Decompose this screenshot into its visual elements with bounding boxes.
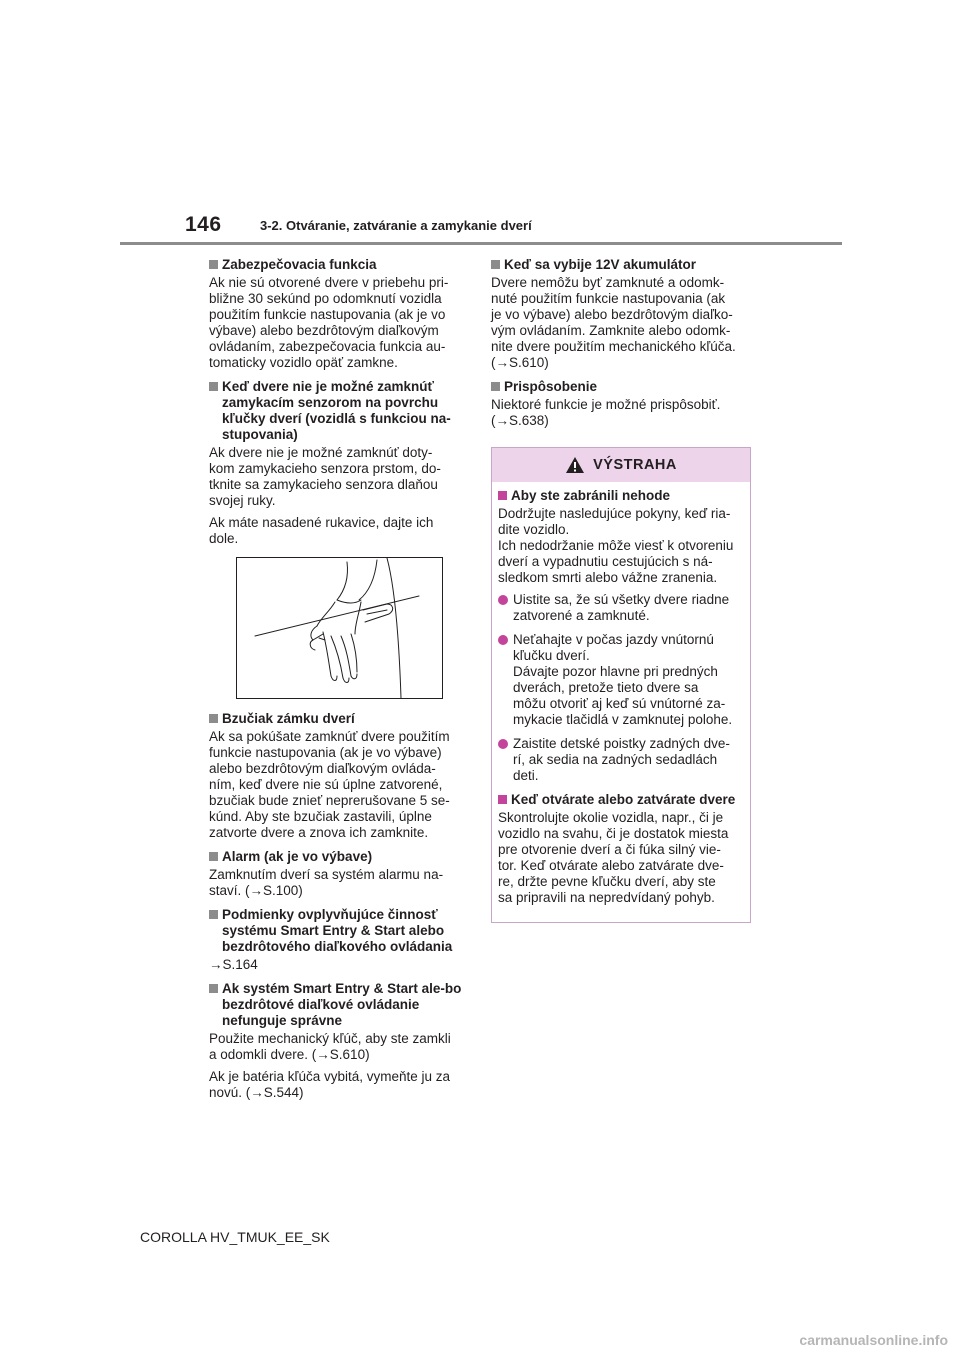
square-bullet-icon xyxy=(491,382,500,391)
paragraph: →S.164 xyxy=(209,957,258,972)
square-bullet-icon xyxy=(209,382,218,391)
page-number: 146 xyxy=(185,213,222,236)
section-heading xyxy=(498,488,744,504)
section-battery-discharged xyxy=(491,257,753,371)
bullet-item xyxy=(498,592,744,624)
section-heading xyxy=(209,907,471,955)
heading-text: Ak systém Smart Entry & Start ale-bo bezdrôtové diaľkové ovládanie nefunguje správne xyxy=(222,981,462,1028)
round-bullet-icon xyxy=(498,635,508,645)
section-heading xyxy=(209,981,471,1029)
section-heading xyxy=(209,257,471,273)
square-bullet-icon xyxy=(209,852,218,861)
section-malfunction xyxy=(209,981,471,1101)
round-bullet-icon xyxy=(498,739,508,749)
square-bullet-icon xyxy=(491,260,500,269)
left-column xyxy=(209,257,471,1109)
paragraph: Ak dvere nie je možné zamknúť doty- kom zamykacieho senzora prstom, do- tknite sa zamykacieho senzora dlaňou svojej ruky. xyxy=(209,445,441,508)
section-heading xyxy=(491,257,753,273)
section-security-function xyxy=(209,257,471,371)
heading-text: Keď sa vybije 12V akumulátor xyxy=(504,257,697,272)
square-bullet-icon xyxy=(209,910,218,919)
heading-text: Zabezpečovacia funkcia xyxy=(222,257,377,272)
square-bullet-icon xyxy=(209,714,218,723)
round-bullet-icon xyxy=(498,595,508,605)
section-door-lock-buzzer xyxy=(209,711,471,841)
heading-text: Podmienky ovplyvňujúce činnosť systému Smart Entry & Start alebo bezdrôtového diaľkového ovládania xyxy=(222,907,453,954)
paragraph: Niektoré funkcie je možné prispôsobiť. (→S.638) xyxy=(491,397,721,428)
section-customization xyxy=(491,379,753,429)
paragraph: Ak máte nasadené rukavice, dajte ich dole. xyxy=(209,515,434,546)
paragraph: Skontrolujte okolie vozidla, napr., či je vozidlo na svahu, či je dostatok miesta pre otvorenie dverí a či fúka silný vie- tor. Keď otvárate alebo zatvárate dve- re, držte pevne kľučku dverí, aby ste sa pripravili na nepredvídaný pohyb. xyxy=(498,810,729,905)
section-heading xyxy=(498,792,744,808)
heading-text: Prispôsobenie xyxy=(504,379,598,394)
chapter-title: 3-2. Otváranie, zatváranie a zamykanie dverí xyxy=(260,218,532,233)
warning-body xyxy=(492,488,750,906)
warning-box xyxy=(491,447,751,923)
watermark: carmanualsonline.info xyxy=(799,1332,948,1348)
heading-text: Keď otvárate alebo zatvárate dvere xyxy=(511,792,736,807)
section-heading xyxy=(491,379,753,395)
bullet-item xyxy=(498,736,744,784)
door-handle-illustration xyxy=(236,557,443,699)
hand-touching-door-handle-illustration xyxy=(237,558,442,698)
warning-triangle-icon xyxy=(565,456,585,474)
section-heading xyxy=(209,849,471,865)
warning-title: VÝSTRAHA xyxy=(593,457,677,473)
square-bullet-icon xyxy=(498,795,507,804)
section-alarm xyxy=(209,849,471,899)
paragraph: Ak nie sú otvorené dvere v priebehu pri- bližne 30 sekúnd po odomknutí vozidla použitím funkcie nastupovania (ak je vo výbave) alebo bezdrôtovým diaľkovým ovládaním, zabezpečovacia funkcia au- tomaticky vozidlo opäť zamkne. xyxy=(209,275,449,370)
section-lock-sensor xyxy=(209,379,471,547)
section-operating-conditions xyxy=(209,907,471,973)
bullet-text: Uistite sa, že sú všetky dvere riadne zatvorené a zamknuté. xyxy=(513,592,730,623)
paragraph: Dvere nemôžu byť zamknuté a odomk- nuté použitím funkcie nastupovania (ak je vo výbave) alebo bezdrôtovým diaľko- vým ovládaním. Zamknite alebo odomk- nite dvere použitím mechanického kľúča. (→S.610) xyxy=(491,275,736,370)
paragraph: Ak je batéria kľúča vybitá, vymeňte ju za novú. (→S.544) xyxy=(209,1069,451,1100)
warning-section-prevent-accident xyxy=(498,488,744,784)
paragraph: Zamknutím dverí sa systém alarmu na- staví. (→S.100) xyxy=(209,867,444,898)
header-rule xyxy=(120,242,842,245)
footer-model: COROLLA HV_TMUK_EE_SK xyxy=(140,1229,330,1245)
section-heading xyxy=(209,379,471,443)
warning-section-opening-doors xyxy=(498,792,744,906)
paragraph: Použite mechanický kľúč, aby ste zamkli a odomkli dvere. (→S.610) xyxy=(209,1031,451,1062)
square-bullet-icon xyxy=(209,260,218,269)
paragraph: Ak sa pokúšate zamknúť dvere použitím funkcie nastupovania (ak je vo výbave) alebo bezdrôtovým diaľkovým ovláda- ním, keď dvere nie sú úplne zatvorené, bzučiak bude znieť neprerušovane 5 se- kúnd. Aby ste bzučiak zastavili, úplne zatvorte dvere a znova ich zamknite. xyxy=(209,729,450,840)
section-heading xyxy=(209,711,471,727)
heading-text: Keď dvere nie je možné zamknúť zamykacím senzorom na povrchu kľučky dverí (vozidlá s funkciou na-stupovania) xyxy=(222,379,451,442)
bullet-text: Zaistite detské poistky zadných dve- rí, ak sedia na zadných sedadlách deti. xyxy=(513,736,730,783)
paragraph: Dodržujte nasledujúce pokyny, keď ria- dite vozidlo. Ich nedodržanie môže viesť k otvoreniu dverí a vypadnutiu cestujúcich s ná- sledkom smrti alebo vážne zranenia. xyxy=(498,506,734,585)
square-bullet-icon xyxy=(498,491,507,500)
heading-text: Aby ste zabránili nehode xyxy=(511,488,671,503)
heading-text: Bzučiak zámku dverí xyxy=(222,711,355,726)
heading-text: Alarm (ak je vo výbave) xyxy=(222,849,373,864)
warning-header xyxy=(492,448,750,482)
square-bullet-icon xyxy=(209,984,218,993)
bullet-text: Neťahajte v počas jazdy vnútornú kľučku dverí. Dávajte pozor hlavne pri predných dverách, pretože tieto dvere sa môžu otvoriť aj keď sú vnútorné za- mykacie tlačidlá v zamknutej polohe. xyxy=(513,632,733,727)
right-column xyxy=(491,257,753,923)
bullet-item xyxy=(498,632,744,728)
